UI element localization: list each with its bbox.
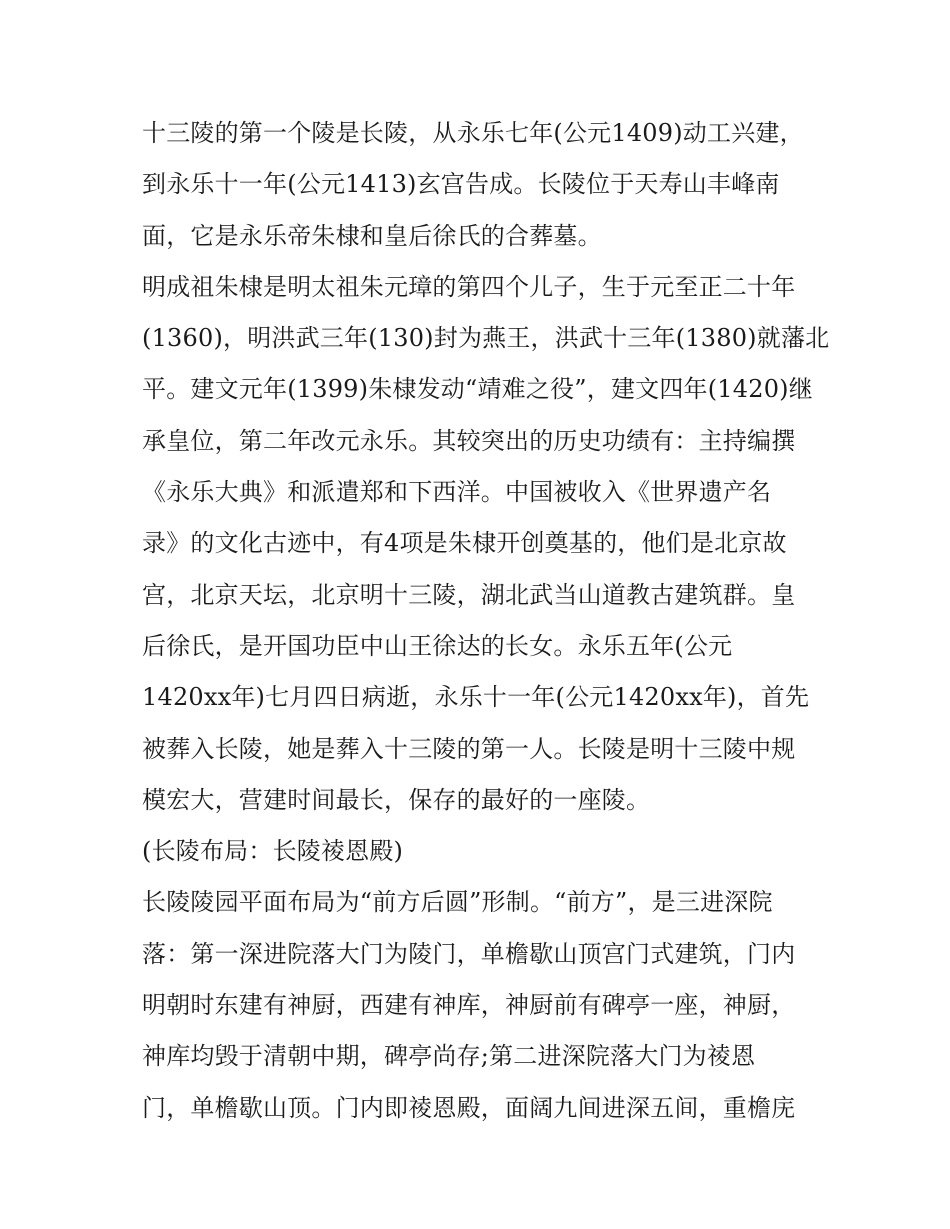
text-line: 录》的文化古迹中，有4项是朱棣开创奠基的，他们是北京故 <box>142 529 787 558</box>
text-line: 宫，北京天坛，北京明十三陵，湖北武当山道教古建筑群。皇 <box>142 580 796 609</box>
text-line: 到永乐十一年(公元1413)玄宫告成。长陵位于天寿山丰峰南 <box>142 170 780 199</box>
text-line: 《永乐大典》和派遣郑和下西洋。中国被收入《世界遗产名 <box>142 478 772 507</box>
text-line: (1360)，明洪武三年(130)封为燕王，洪武十三年(1380)就藩北 <box>142 324 830 353</box>
text-line: 面，它是永乐帝朱棣和皇后徐氏的合葬墓。 <box>142 221 602 250</box>
text-line: 平。建文元年(1399)朱棣发动“靖难之役”，建文四年(1420)继 <box>142 375 813 404</box>
text-line: 落：第一深进院落大门为陵门，单檐歇山顶宫门式建筑，门内 <box>142 939 796 968</box>
text-line: 被葬入长陵，她是葬入十三陵的第一人。长陵是明十三陵中规 <box>142 734 796 763</box>
text-line: 十三陵的第一个陵是长陵，从永乐七年(公元1409)动工兴建， <box>142 119 804 147</box>
text-line: 模宏大，营建时间最长，保存的最好的一座陵。 <box>142 785 651 814</box>
text-line: 承皇位，第二年改元永乐。其较突出的历史功绩有：主持编撰 <box>142 426 796 455</box>
text-line: 长陵陵园平面布局为“前方后圆”形制。“前方”，是三进深院 <box>142 888 773 917</box>
text-line: 1420xx年)七月四日病逝，永乐十一年(公元1420xx年)，首先 <box>142 683 810 712</box>
text-line: 门，单檐歇山顶。门内即祾恩殿，面阔九间进深五间，重檐庑 <box>142 1093 796 1122</box>
text-line: 后徐氏，是开国功臣中山王徐达的长女。永乐五年(公元 <box>142 631 733 660</box>
text-line: 神库均毁于清朝中期，碑亭尚存;第二进深院落大门为祾恩 <box>142 1042 756 1071</box>
document-body <box>142 108 830 1134</box>
text-line: 明成祖朱棣是明太祖朱元璋的第四个儿子，生于元至正二十年 <box>142 272 796 301</box>
text-line: (长陵布局：长陵祾恩殿) <box>142 837 404 866</box>
text-line: 明朝时东建有神厨，西建有神库，神厨前有碑亭一座，神厨， <box>142 991 796 1020</box>
